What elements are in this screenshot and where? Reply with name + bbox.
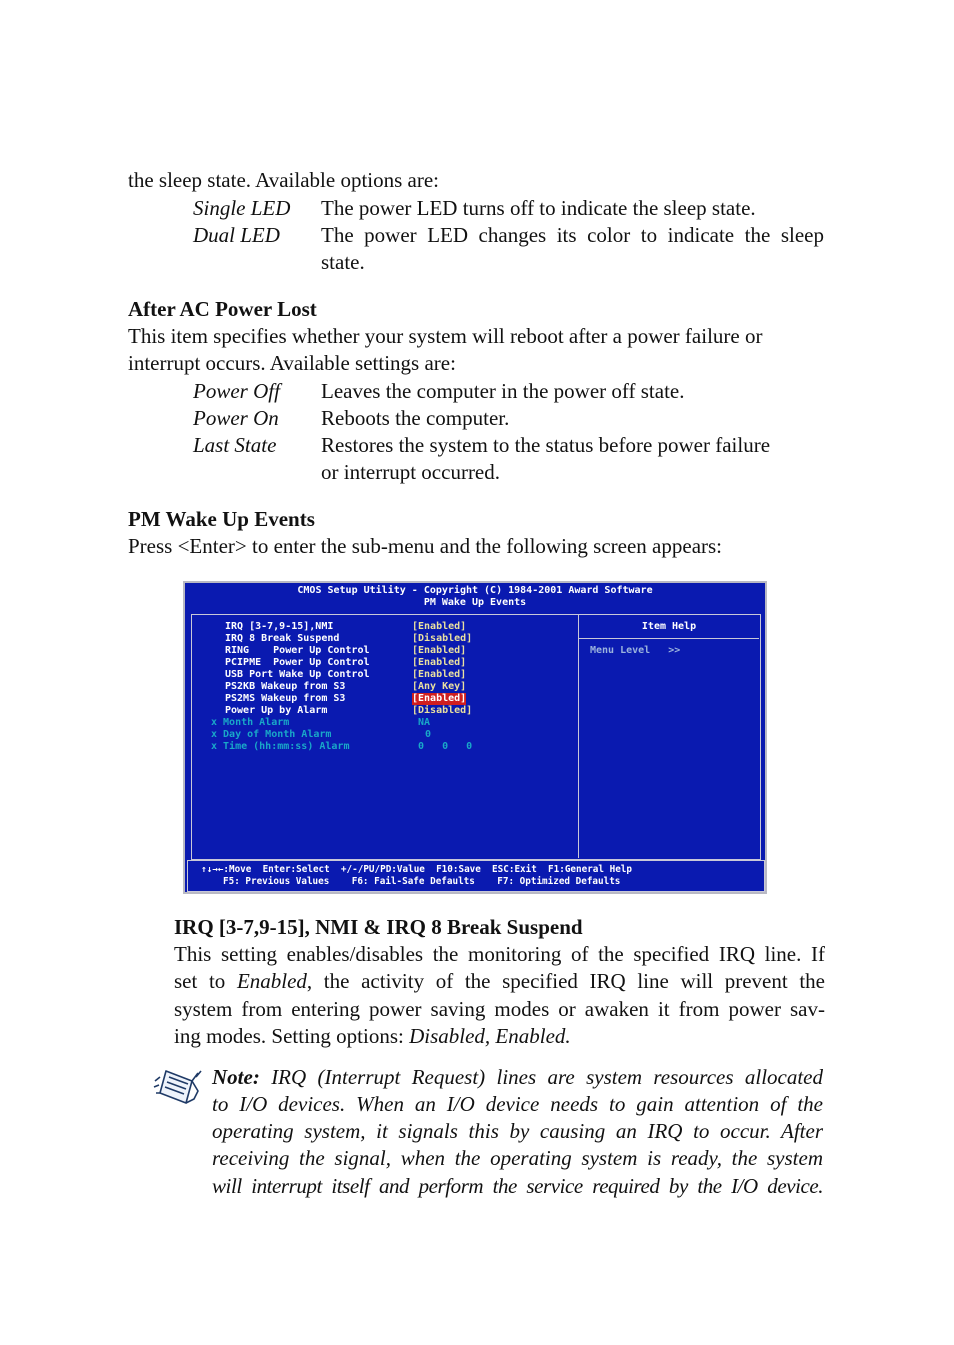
section-heading-pm-wake: PM Wake Up Events <box>128 507 315 531</box>
irq-body-line4-a: ing modes. Setting options: <box>174 1024 410 1048</box>
section-heading-irq: IRQ [3-7,9-15], NMI & IRQ 8 Break Suspend <box>174 915 583 939</box>
bios-item-label[interactable]: USB Port Wake Up Control <box>225 669 370 680</box>
bios-dim-item-label: x Day of Month Alarm <box>211 729 332 740</box>
bios-item-label[interactable]: PCIPME Power Up Control <box>225 657 370 668</box>
option-desc-power-off: Leaves the computer in the power off state. <box>321 379 685 403</box>
bios-screenshot <box>183 581 767 894</box>
option-desc-last-state-cont: or interrupt occurred. <box>321 460 501 484</box>
option-term-single-led: Single LED <box>193 196 291 220</box>
irq-body-line4 <box>174 1023 571 1050</box>
bios-divider <box>578 614 579 858</box>
option-term-power-on: Power On <box>193 406 279 430</box>
bios-dim-item-value: NA <box>418 717 431 728</box>
bios-dim-item-label: x Time (hh:mm:ss) Alarm <box>211 741 350 752</box>
bios-title: CMOS Setup Utility - Copyright (C) 1984-2001 Award Software <box>297 585 653 596</box>
ac-power-body-line2: interrupt occurs. Available settings are: <box>128 351 456 375</box>
bios-dim-item-value: 0 0 0 <box>418 741 473 752</box>
bios-subtitle: PM Wake Up Events <box>423 597 527 608</box>
bios-item-label[interactable]: IRQ 8 Break Suspend <box>225 633 340 644</box>
bios-footer-line2: F5: Previous Values F6: Fail-Safe Defaults F7: Optimized Defaults <box>223 876 621 887</box>
irq-body-line3: system from entering power saving modes or awaken it from power sav- <box>174 997 825 1021</box>
intro-text: the sleep state. Available options are: <box>128 168 440 192</box>
bios-item-value[interactable]: [Any Key] <box>412 681 467 692</box>
note-line1 <box>212 1064 823 1091</box>
option-desc-dual-led: The power LED changes its color to indicate the sleep <box>321 223 824 247</box>
note-line2: to I/O devices. When an I/O device needs to gain attention of the <box>212 1092 823 1116</box>
bios-footer-line1: ↑↓→←:Move Enter:Select +/-/PU/PD:Value F10:Save ESC:Exit F1:General Help <box>201 864 632 875</box>
option-term-power-off: Power Off <box>193 379 280 403</box>
option-desc-last-state: Restores the system to the status before power failure <box>321 433 771 457</box>
irq-options-em: Disabled, Enabled. <box>409 1024 571 1048</box>
section-heading-ac-power: After AC Power Lost <box>128 297 317 321</box>
bios-dim-item-value: 0 <box>425 729 432 740</box>
bios-item-value-selected[interactable]: [Enabled] <box>412 693 467 704</box>
bios-item-label[interactable]: PS2MS Wakeup from S3 <box>225 693 346 704</box>
note-paper-icon <box>152 1063 204 1109</box>
bios-dim-item-label: x Month Alarm <box>211 717 290 728</box>
bios-item-label[interactable]: RING Power Up Control <box>225 645 370 656</box>
note-label: Note: <box>212 1065 260 1089</box>
bios-menu-level: Menu Level >> <box>590 645 681 656</box>
irq-body-line2 <box>174 968 825 995</box>
bios-item-label[interactable]: Power Up by Alarm <box>225 705 328 716</box>
option-desc-dual-led-cont: state. <box>321 250 365 274</box>
bios-item-label[interactable]: PS2KB Wakeup from S3 <box>225 681 346 692</box>
option-desc-single-led: The power LED turns off to indicate the sleep state. <box>321 196 756 220</box>
bios-item-value[interactable]: [Enabled] <box>412 645 467 656</box>
irq-body-line2-b: , the activity of the specified IRQ line will prevent the <box>306 969 826 993</box>
bios-item-value[interactable]: [Enabled] <box>412 669 467 680</box>
bios-item-value[interactable]: [Enabled] <box>412 657 467 668</box>
option-term-dual-led: Dual LED <box>193 223 280 247</box>
note-line1-text: IRQ (Interrupt Request) lines are system resources allocated <box>271 1065 823 1089</box>
irq-body-line2-a: set to <box>174 969 237 993</box>
bios-item-label[interactable]: IRQ [3-7,9-15],NMI <box>225 621 334 632</box>
option-term-last-state: Last State <box>193 433 277 457</box>
note-line3: operating system, it signals this by causing an IRQ to occur. After <box>212 1119 823 1143</box>
bios-item-value[interactable]: [Enabled] <box>412 621 467 632</box>
bios-item-value[interactable]: [Disabled] <box>412 705 473 716</box>
bios-help-title: Item Help <box>641 621 697 632</box>
irq-body-line1: This setting enables/disables the monitoring of the specified IRQ line. If <box>174 942 825 966</box>
note-line4: receiving the signal, when the operating system is ready, the system <box>212 1146 823 1170</box>
bios-item-value[interactable]: [Disabled] <box>412 633 473 644</box>
bios-help-divider <box>578 638 759 639</box>
ac-power-body-line1: This item specifies whether your system will reboot after a power failure or <box>128 324 763 348</box>
pm-wake-body: Press <Enter> to enter the sub-menu and the following screen appears: <box>128 534 723 558</box>
option-desc-power-on: Reboots the computer. <box>321 406 510 430</box>
note-line5: will interrupt itself and perform the service required by the I/O device. <box>212 1174 823 1198</box>
irq-enabled-em: Enabled <box>236 969 307 993</box>
